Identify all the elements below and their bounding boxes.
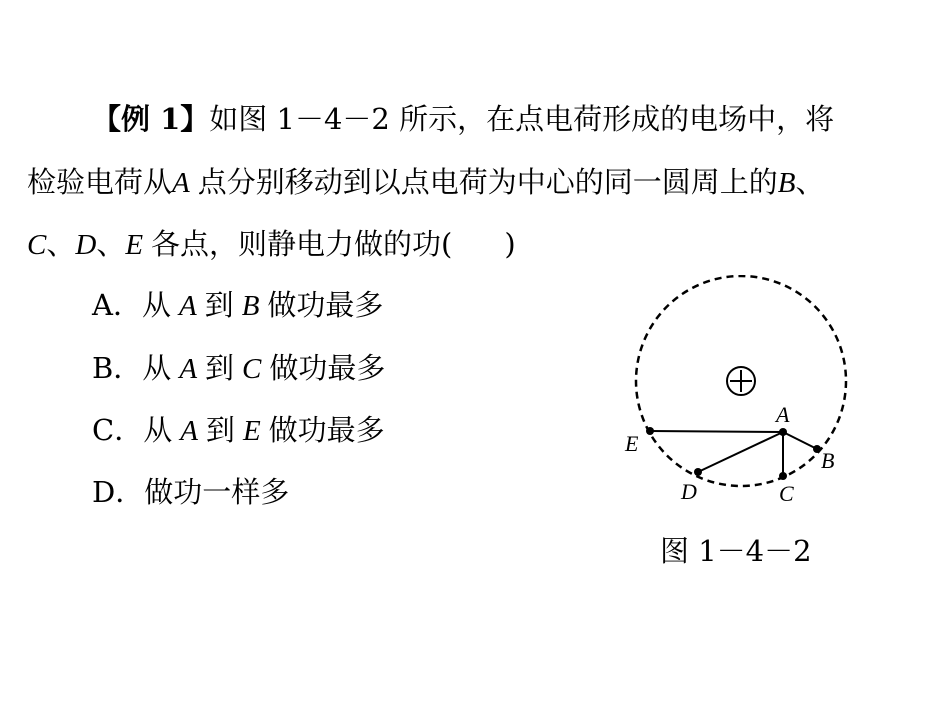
option-to-word: 到 bbox=[204, 288, 234, 322]
segment-a-d bbox=[698, 432, 783, 472]
option-rest: 做功最多 bbox=[267, 288, 384, 322]
point-c-dot bbox=[779, 472, 787, 480]
positive-charge-icon bbox=[727, 367, 755, 395]
question-text-2b: 点分别移动到以点电荷为中心的同一圆周上的 bbox=[197, 165, 778, 199]
option-to-word: 到 bbox=[205, 413, 235, 447]
option-rest: 做功最多 bbox=[268, 413, 385, 447]
point-e-dot bbox=[646, 427, 654, 435]
question-text-1: 如图 1－4－2 所示，在点电荷形成的电场中，将 bbox=[209, 102, 835, 136]
question-line-3 bbox=[27, 226, 516, 263]
figure-label-e: E bbox=[625, 431, 639, 456]
option-rest: 做功最多 bbox=[269, 351, 386, 385]
option-from: A bbox=[178, 290, 197, 322]
segment-a-b bbox=[783, 432, 817, 449]
figure-label-a: A bbox=[776, 402, 790, 427]
close-paren: ) bbox=[504, 227, 516, 261]
figure-label-b: B bbox=[821, 448, 835, 473]
point-a-label: A bbox=[172, 167, 190, 199]
example-tag: 【例 1】 bbox=[92, 102, 210, 136]
point-e-label: E bbox=[125, 229, 144, 261]
question-text-2a: 检验电荷从 bbox=[27, 165, 173, 199]
point-a-dot bbox=[779, 428, 787, 436]
point-c-label: C bbox=[27, 229, 47, 261]
point-b-dot bbox=[813, 445, 821, 453]
option-to: E bbox=[242, 415, 261, 447]
option-label: D．做功一样多 bbox=[92, 475, 290, 509]
question-line-1 bbox=[92, 101, 834, 137]
figure-label-d: D bbox=[681, 479, 697, 504]
question-text-3: 各点，则静电力做的功( bbox=[151, 227, 453, 261]
option-to-word: 到 bbox=[205, 351, 235, 385]
option-b[interactable] bbox=[92, 350, 385, 387]
option-label: A．从 bbox=[92, 288, 171, 322]
separator: 、 bbox=[96, 227, 126, 261]
point-d-label: D bbox=[75, 229, 97, 261]
point-b-label: B bbox=[777, 167, 796, 199]
segment-a-e bbox=[650, 431, 783, 432]
option-to: B bbox=[241, 290, 260, 322]
separator: 、 bbox=[46, 227, 76, 261]
option-d[interactable] bbox=[92, 474, 289, 510]
option-from: A bbox=[179, 353, 198, 385]
figure-caption: 图 1－4－2 bbox=[660, 534, 812, 568]
question-line-2 bbox=[27, 164, 824, 201]
option-label: B．从 bbox=[92, 351, 172, 385]
circle-field-figure bbox=[610, 275, 870, 515]
question-text-2c: 、 bbox=[795, 165, 825, 199]
option-c[interactable] bbox=[92, 412, 385, 449]
option-a[interactable] bbox=[92, 287, 383, 324]
option-to: C bbox=[242, 353, 262, 385]
option-from: A bbox=[180, 415, 198, 447]
option-label: C．从 bbox=[92, 413, 173, 447]
figure-label-c: C bbox=[779, 481, 794, 506]
point-d-dot bbox=[694, 468, 702, 476]
